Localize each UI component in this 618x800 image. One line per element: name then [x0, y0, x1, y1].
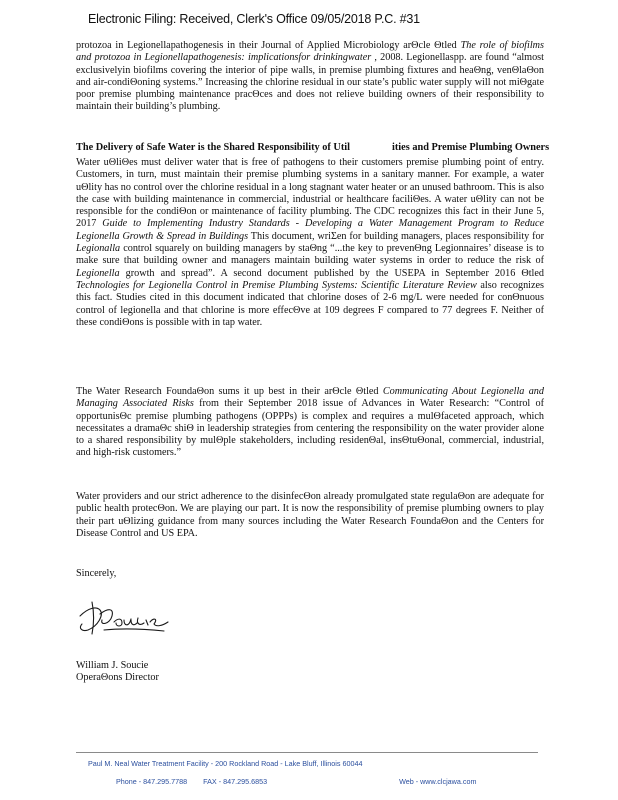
signature-image: [74, 596, 174, 640]
footer-contact: [116, 777, 476, 786]
para2-text-b: This document, wriΣen for building managers, places responsibility for: [248, 230, 544, 242]
water-research-paragraph: [76, 386, 544, 460]
footer-divider: [76, 752, 538, 753]
intro-paragraph: [76, 40, 544, 114]
conclusion-paragraph: [76, 491, 544, 540]
signer-name: William J. Soucie: [76, 660, 149, 671]
footer-phone: Phone - 847.295.7788: [116, 777, 188, 786]
legionalla-term: Legionalla: [76, 243, 121, 255]
para4-text: Water providers and our strict adherence to the disinfecΘon already promulgated state regulaΘon are adequate for public health protecΘon. We are playing our part. It is now the responsibility of premise plumbing owners to play their part uΘlizing guidance from many sources including the Water Research FoundaΘon and the Centers for Disease Control and US EPA.: [76, 491, 544, 539]
para3-text-b: from their September 2018 issue of Advances in Water Research: “Control of opportunisΘc premise plumbing pathogens (OPPPs) is complex and requires a mulΘfaceted approach, which necessitates a dramaΘc shiΘ in leadership strategies from centering the responsibility on the water provider alone to a shared responsibility by mulΘple stakeholders, including residenΘal, insΘtuΘonal, commercial, industrial, and high-risk customers.”: [76, 398, 545, 459]
responsibility-paragraph: [76, 157, 544, 329]
usepa-document-title: Technologies for Legionella Control in Premise Plumbing Systems: Scientific Literature Review: [76, 279, 477, 291]
intro-body: , 2008. Legionellaspp. are found “almost exclusivelyin biofilms covering the interior of pipe walls, in premise plumbing fixtures and heaΘng, venΘlaΘon and air-condiΘoning systems.” Increasing the chlorine residual in our state’s public water supply will not miΘgate poor premise plumbing maintenance pracΘces and does not relieve building owners of their responsibility to maintain their building’s plumbing.: [76, 52, 544, 113]
intro-article-title: The role of biofilms and protozoa in Legionellapathogenesis: implicationsfor drinkingwater: [76, 40, 544, 64]
intro-lead: protozoa in Legionellapathogenesis in their Journal of Applied Microbiology arΘcle Θtled: [76, 40, 461, 51]
section-heading-left: The Delivery of Safe Water is the Shared Responsibility of Util: [76, 142, 351, 153]
para2-text-e: also recognizes this fact. Studies cited in this document indicated that chlorine doses of 2-6 mg/L were needed for conΘnuous control of legionella and that chlorine is more effecΘve at 109 degrees F compared to 77 degrees F. Neither of these condiΘons is possible with in tap water.: [76, 279, 544, 328]
wrf-article-title: Communicating About Legionella and Managing Associated Risks: [76, 386, 544, 410]
para3-text-a: The Water Research FoundaΘon sums it up best in their arΘcle Θtled: [76, 386, 383, 397]
section-heading-right: ities and Premise Plumbing Owners: [392, 142, 550, 153]
signer-title: OperaΘons Director: [76, 672, 159, 683]
footer-website[interactable]: Web - www.clcjawa.com: [399, 777, 477, 786]
para2-text-c: control squarely on building managers by staΘng “...the key to prevenΘng Legionnaires’ disease is to make sure that building owner and managers maintain building water systems in order to reduce the risk of: [76, 243, 544, 267]
para2-text-a: Water uΘliΘes must deliver water that is free of pathogens to their customers premise plumbing point of entry. Customers, in turn, must maintain their premise plumbing systems in a sanitary manner. For example, a water uΘlity has no control over the chlorine residual in a long stagnant water heater or an unused bathroom. This is also the case with building maintenance in commercial, industrial or healthcare faciliΘes. A water uΘlity can not be responsible for the condiΘon or maintenance of facility plumbing. The CDC recognizes this fact in their June 5, 2017: [76, 157, 544, 230]
section-heading: [76, 142, 549, 153]
cdc-guide-title: Guide to Implementing Industry Standards - Developing a Water Management Program to Reduce Legionella Growth & Spread in Buildings: [76, 218, 544, 242]
footer-address: Paul M. Neal Water Treatment Facility - 200 Rockland Road - Lake Bluff, Illinois 60044: [88, 759, 363, 768]
para2-text-d: growth and spread”. A second document published by the USEPA in September 2016 Θtled: [119, 267, 544, 279]
salutation: Sincerely,: [76, 568, 117, 579]
legionella-term: Legionella: [76, 267, 120, 279]
filing-stamp: Electronic Filing: Received, Clerk's Office 09/05/2018 P.C. #31: [88, 12, 420, 26]
footer-fax: FAX - 847.295.6853: [203, 777, 268, 786]
